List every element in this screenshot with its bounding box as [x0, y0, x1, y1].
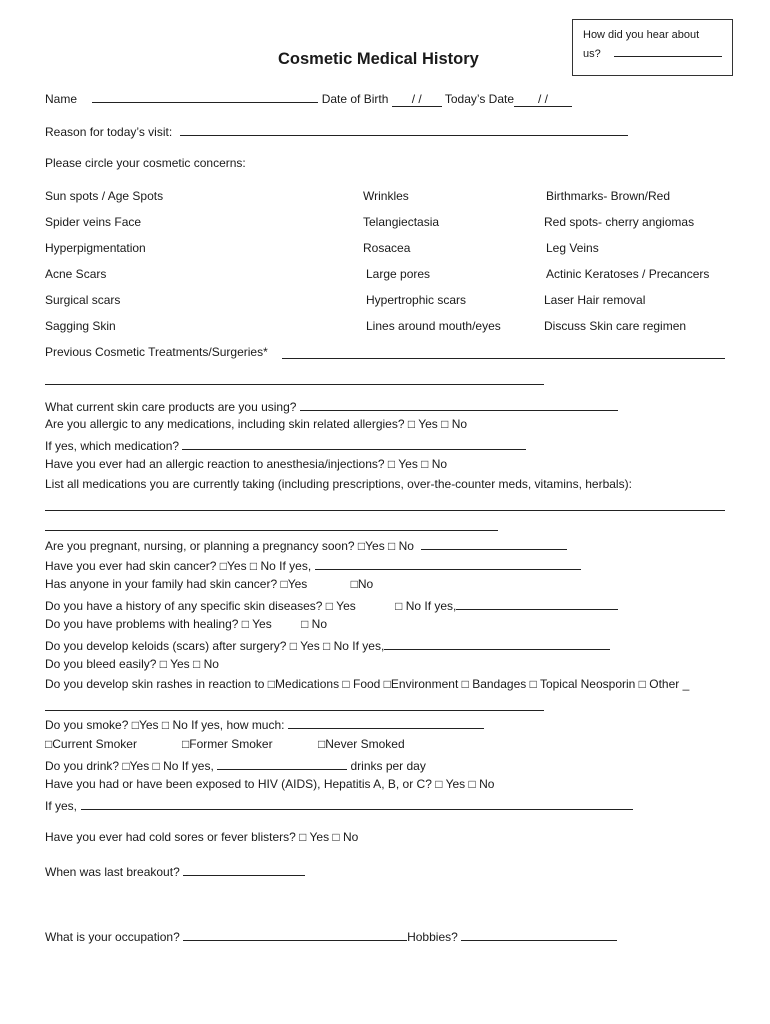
last-breakout-question	[45, 863, 305, 879]
name-label: Name	[45, 92, 78, 106]
medications-list-label: List all medications you are currently taking (including prescriptions, over-the-counter meds, vitamins, herbals):	[45, 477, 632, 491]
which-medication-question	[45, 437, 526, 453]
concern-item[interactable]: Laser Hair removal	[544, 293, 646, 307]
pregnancy-question	[45, 537, 567, 553]
skin-disease-label[interactable]: Do you have a history of any specific skin diseases? □ Yes	[45, 599, 356, 613]
concern-item[interactable]: Red spots- cherry angiomas	[544, 215, 695, 229]
skin-products-field[interactable]	[300, 398, 618, 411]
family-skin-cancer-label[interactable]: Has anyone in your family had skin cancer? □Yes	[45, 577, 308, 591]
concern-item[interactable]: Hyperpigmentation	[45, 241, 146, 255]
family-skin-cancer-no[interactable]: □No	[350, 577, 374, 591]
concern-item[interactable]: Leg Veins	[546, 241, 599, 255]
concern-item[interactable]: Telangiectasia	[363, 215, 440, 229]
name-row	[45, 90, 572, 107]
concern-item[interactable]: Rosacea	[363, 241, 411, 255]
skin-cancer-field[interactable]	[315, 557, 581, 570]
hiv-details-label: If yes,	[45, 799, 78, 813]
drinks-per-day-label: drinks per day	[350, 759, 426, 773]
which-medication-field[interactable]	[182, 437, 526, 450]
hobbies-field[interactable]	[461, 928, 617, 941]
concern-item[interactable]: Wrinkles	[363, 189, 409, 203]
concern-item[interactable]: Discuss Skin care regimen	[544, 319, 687, 333]
smoking-label[interactable]: Do you smoke? □Yes □ No If yes, how much:	[45, 718, 285, 732]
hiv-details-row	[45, 797, 633, 813]
medication-allergy-question[interactable]: Are you allergic to any medications, including skin related allergies? □ Yes □ No	[45, 417, 468, 431]
keloids-label[interactable]: Do you develop keloids (scars) after surgery? □ Yes □ No If yes,	[45, 639, 385, 653]
form-title: Cosmetic Medical History	[278, 50, 479, 68]
name-field[interactable]	[92, 90, 318, 103]
reason-label: Reason for today’s visit:	[45, 125, 173, 139]
pregnancy-field[interactable]	[421, 537, 567, 550]
concern-item[interactable]: Acne Scars	[45, 267, 107, 281]
skin-disease-no[interactable]: □ No If yes,	[395, 599, 457, 613]
concern-item[interactable]: Surgical scars	[45, 293, 121, 307]
concern-item[interactable]: Hypertrophic scars	[366, 293, 467, 307]
reason-row	[45, 123, 628, 139]
previous-treatments-label: Previous Cosmetic Treatments/Surgeries*	[45, 345, 268, 359]
pregnancy-label[interactable]: Are you pregnant, nursing, or planning a pregnancy soon? □Yes □ No	[45, 539, 414, 553]
never-smoked-option[interactable]: □Never Smoked	[318, 737, 405, 751]
smoking-question	[45, 716, 484, 732]
family-skin-cancer-question	[45, 577, 373, 591]
concerns-instruction: Please circle your cosmetic concerns:	[45, 156, 246, 170]
referral-source-prompt: How did you hear about	[583, 29, 700, 41]
smoking-amount-field[interactable]	[288, 716, 484, 729]
skin-rash-other-field[interactable]	[45, 710, 544, 711]
concern-item[interactable]: Lines around mouth/eyes	[366, 319, 501, 333]
medications-list-field-cont[interactable]	[45, 530, 498, 531]
skin-disease-question	[45, 597, 618, 613]
drinking-label[interactable]: Do you drink? □Yes □ No If yes,	[45, 759, 214, 773]
referral-source-prompt-cont: us?	[583, 48, 601, 60]
former-smoker-option[interactable]: □Former Smoker	[182, 737, 273, 751]
concern-item[interactable]: Birthmarks- Brown/Red	[546, 189, 671, 203]
today-date-label: Today’s Date	[444, 92, 515, 106]
last-breakout-field[interactable]	[183, 863, 305, 876]
hobbies-label: Hobbies?	[407, 930, 458, 944]
keloids-question	[45, 637, 610, 653]
concern-item[interactable]: Spider veins Face	[45, 215, 142, 229]
skin-rash-question[interactable]: Do you develop skin rashes in reaction to □Medications □ Food □Environment □ Bandages □ Topical Neosporin □ Other _	[45, 677, 690, 691]
hiv-details-field[interactable]	[81, 797, 633, 810]
medications-list-field[interactable]	[45, 510, 725, 511]
healing-label[interactable]: Do you have problems with healing? □ Yes	[45, 617, 272, 631]
concern-item[interactable]: Actinic Keratoses / Precancers	[546, 267, 710, 281]
dob-label: Date of Birth	[321, 92, 389, 106]
occupation-row	[45, 928, 617, 944]
occupation-field[interactable]	[183, 928, 407, 941]
drinks-field[interactable]	[217, 757, 347, 770]
occupation-label: What is your occupation?	[45, 930, 180, 944]
dob-field[interactable]: / /	[392, 93, 442, 107]
skin-products-question	[45, 398, 618, 414]
anesthesia-reaction-question[interactable]: Have you ever had an allergic reaction to anesthesia/injections? □ Yes □ No	[45, 457, 448, 471]
skin-cancer-question	[45, 557, 581, 573]
last-breakout-label: When was last breakout?	[45, 865, 180, 879]
concern-item[interactable]: Sun spots / Age Spots	[45, 189, 164, 203]
healing-question	[45, 617, 327, 631]
hiv-hepatitis-question[interactable]: Have you had or have been exposed to HIV (AIDS), Hepatitis A, B, or C? □ Yes □ No	[45, 777, 495, 791]
concern-item[interactable]: Sagging Skin	[45, 319, 116, 333]
referral-source-field[interactable]	[614, 44, 722, 57]
keloids-field[interactable]	[384, 637, 610, 650]
skin-cancer-label[interactable]: Have you ever had skin cancer? □Yes □ No If yes,	[45, 559, 312, 573]
bleeding-question[interactable]: Do you bleed easily? □ Yes □ No	[45, 657, 219, 671]
current-smoker-option[interactable]: □Current Smoker	[45, 737, 137, 751]
skin-products-label: What current skin care products are you using?	[45, 400, 297, 414]
reason-field[interactable]	[180, 123, 628, 136]
concern-item[interactable]: Large pores	[366, 267, 431, 281]
skin-disease-field[interactable]	[456, 597, 618, 610]
drinking-question	[45, 757, 426, 773]
healing-no[interactable]: □ No	[301, 617, 327, 631]
referral-source-box	[572, 19, 733, 76]
today-date-field[interactable]: / /	[514, 93, 572, 107]
which-medication-label: If yes, which medication?	[45, 439, 180, 453]
previous-treatments-field-cont[interactable]	[45, 384, 544, 385]
previous-treatments-field[interactable]	[282, 358, 725, 359]
cold-sores-question[interactable]: Have you ever had cold sores or fever blisters? □ Yes □ No	[45, 830, 359, 844]
